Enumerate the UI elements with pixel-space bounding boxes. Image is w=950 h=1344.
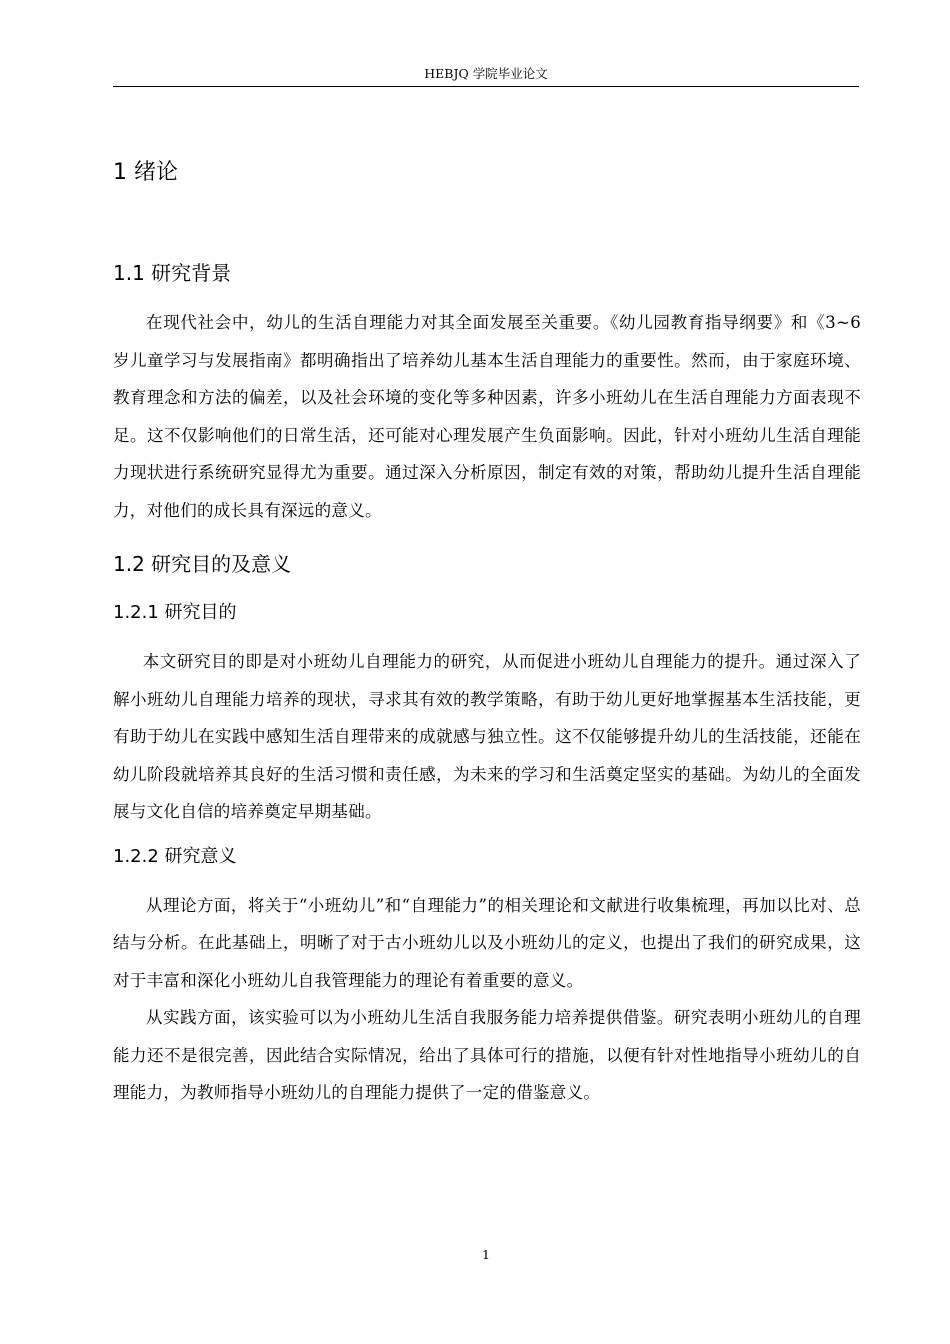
running-header: HEBJQ 学院毕业论文: [424, 66, 548, 81]
subsection-title-significance: 1.2.2 研究意义: [113, 845, 237, 867]
page-number: 1: [482, 1247, 490, 1262]
chapter-title: 1 绪论: [113, 160, 178, 185]
page-content: [113, 150, 861, 1112]
subsection-title-purpose: 1.2.1 研究目的: [113, 602, 237, 623]
purpose-paragraph: 本文研究目的即是对小班幼儿自理能力的研究，从而促进小班幼儿自理能力的提升。通过深入了解小班幼儿自理能力培养的现状，寻求其有效的教学策略，有助于幼儿更好地掌握基本生活技能，更有助于幼儿在实践中感知生活自理带来的成就感与独立性。这不仅能够提升幼儿的生活技能，还能在幼儿阶段就培养其良好的生活习惯和责任感，为未来的学习和生活奠定坚实的基础。为幼儿的全面发展与文化自信的培养奠定早期基础。: [113, 652, 861, 821]
section-title-background: 1.1 研究背景: [113, 261, 232, 285]
header-rule: [113, 86, 859, 87]
theory-significance-paragraph: 从理论方面，将关于“小班幼儿”和“自理能力”的相关理论和文献进行收集梳理，再加以比对、总结与分析。在此基础上，明晰了对于古小班幼儿以及小班幼儿的定义，也提出了我们的研究成果，这对于丰富和深化小班幼儿自我管理能力的理论有着重要的意义。: [113, 895, 861, 990]
background-paragraph: 在现代社会中，幼儿的生活自理能力对其全面发展至关重要。《幼儿园教育指导纲要》和《3~6 岁儿童学习与发展指南》都明确指出了培养幼儿基本生活自理能力的重要性。然而，由于家庭环境、教育理念和方法的偏差，以及社会环境的变化等多种因素，许多小班幼儿在生活自理能力方面表现不足。这不仅影响他们的日常生活，还可能对心理发展产生负面影响。因此，针对小班幼儿生活自理能力现状进行系统研究显得尤为重要。通过深入分析原因，制定有效的对策，帮助幼儿提升生活自理能力，对他们的成长具有深远的意义。: [113, 313, 861, 520]
section-title-purpose-significance: 1.2 研究目的及意义: [113, 552, 292, 576]
practice-significance-paragraph: 从实践方面，该实验可以为小班幼儿生活自我服务能力培养提供借鉴。研究表明小班幼儿的自理能力还不是很完善，因此结合实际情况，给出了具体可行的措施，以便有针对性地指导小班幼儿的自理能力，为教师指导小班幼儿的自理能力提供了一定的借鉴意义。: [113, 1008, 861, 1102]
